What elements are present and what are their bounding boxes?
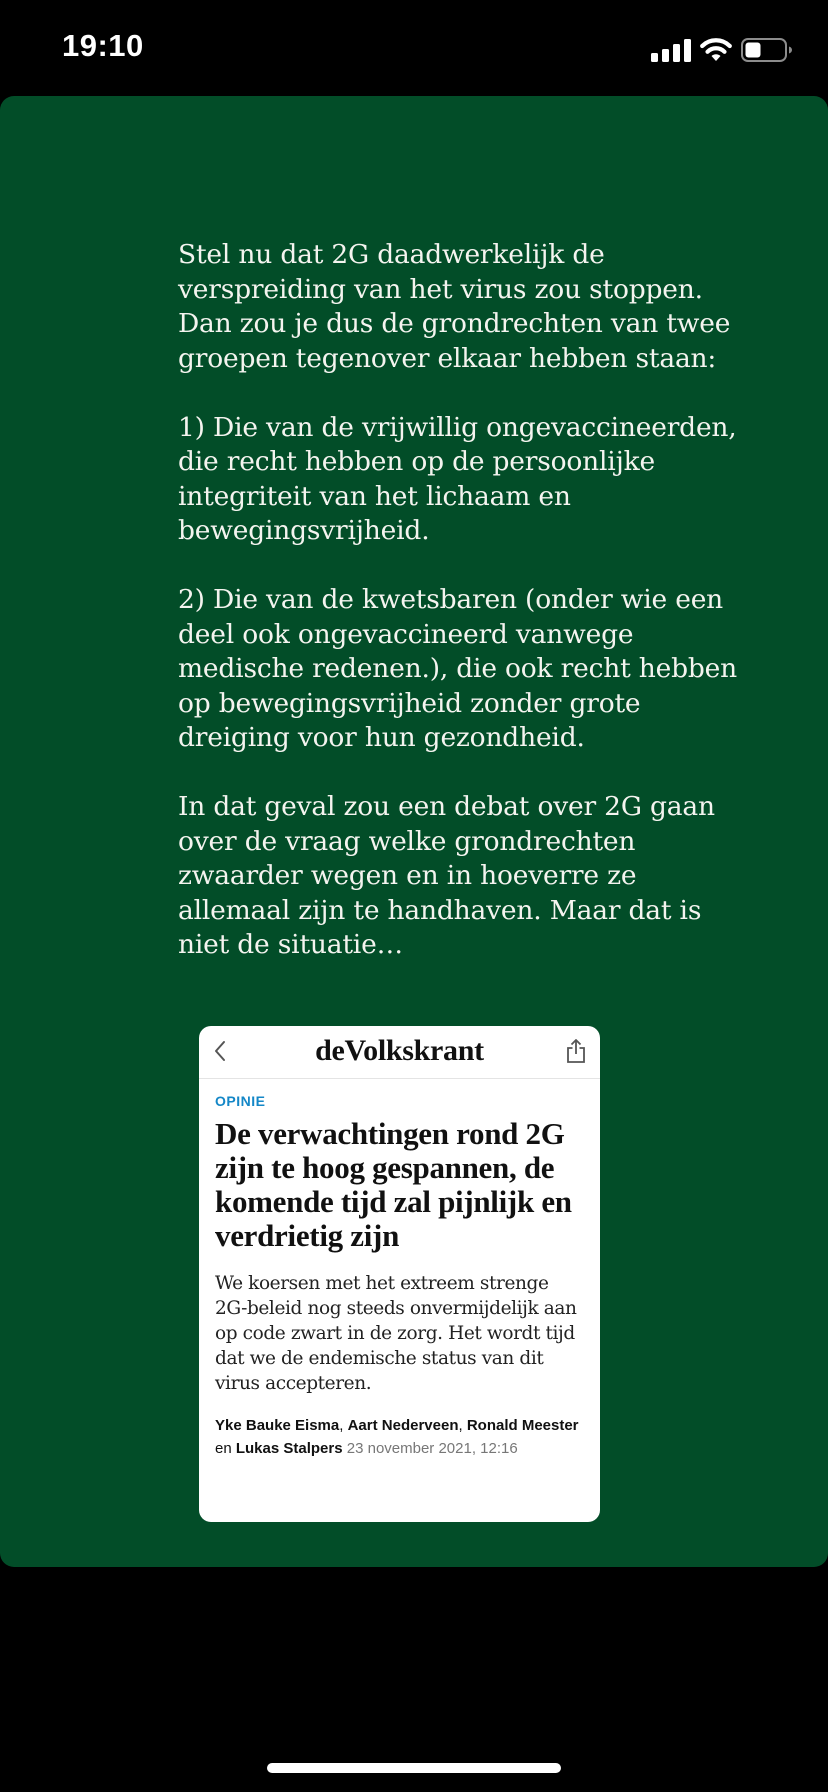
newspaper-masthead: deVolkskrant bbox=[315, 1034, 484, 1067]
article-lead: We koersen met het extreem strenge 2G-beleid nog steeds onvermijdelijk aan op code zwart in de zorg. Het wordt tijd dat we de endemische status van dit virus accepteren. bbox=[215, 1273, 577, 1394]
share-icon bbox=[566, 1038, 586, 1064]
byline-separator: , bbox=[339, 1417, 348, 1434]
status-time: 19:10 bbox=[62, 28, 144, 63]
story-text bbox=[178, 238, 738, 963]
article-date: 23 november 2021, 12:16 bbox=[342, 1440, 518, 1457]
article-section-label: OPINIE bbox=[215, 1093, 266, 1109]
battery-icon bbox=[741, 38, 793, 62]
status-bar bbox=[0, 0, 828, 96]
author-name: Ronald Meester bbox=[466, 1417, 579, 1434]
cellular-signal-icon bbox=[651, 38, 691, 62]
author-name: Aart Nederveen bbox=[347, 1417, 459, 1434]
story-card[interactable] bbox=[0, 96, 828, 1567]
author-name: Yke Bauke Eisma bbox=[215, 1417, 340, 1434]
byline-separator: en bbox=[215, 1440, 236, 1457]
wifi-icon bbox=[699, 35, 733, 63]
article-byline bbox=[215, 1414, 584, 1460]
article-screenshot bbox=[199, 1026, 600, 1522]
article-headline: De verwachtingen rond 2G zijn te hoog gespannen, de komende tijd zal pijnlijk en verdrietig zijn bbox=[215, 1116, 572, 1253]
story-paragraph: In dat geval zou een debat over 2G gaan over de vraag welke grondrechten zwaarder wegen en in hoeverre ze allemaal zijn te handhaven. Maar dat is niet de situatie… bbox=[178, 791, 715, 960]
story-paragraph: 2) Die van de kwetsbaren (onder wie een deel ook ongevaccineerd vanwege medische redenen.), die ook recht hebben op bewegingsvrijheid zonder grote dreiging voor hun gezondheid. bbox=[178, 584, 737, 753]
home-indicator[interactable] bbox=[267, 1763, 561, 1773]
article-body bbox=[199, 1079, 600, 1460]
story-paragraph: 1) Die van de vrijwillig ongevaccineerden, die recht hebben op de persoonlijke integriteit van het lichaam en bewegingsvrijheid. bbox=[178, 411, 737, 546]
byline-separator: , bbox=[458, 1417, 467, 1434]
story-paragraph: Stel nu dat 2G daadwerkelijk de verspreiding van het virus zou stoppen. Dan zou je dus de grondrechten van twee groepen tegenover elkaar hebben staan: bbox=[178, 239, 731, 374]
article-header bbox=[199, 1026, 600, 1079]
author-name: Lukas Stalpers bbox=[235, 1440, 343, 1457]
